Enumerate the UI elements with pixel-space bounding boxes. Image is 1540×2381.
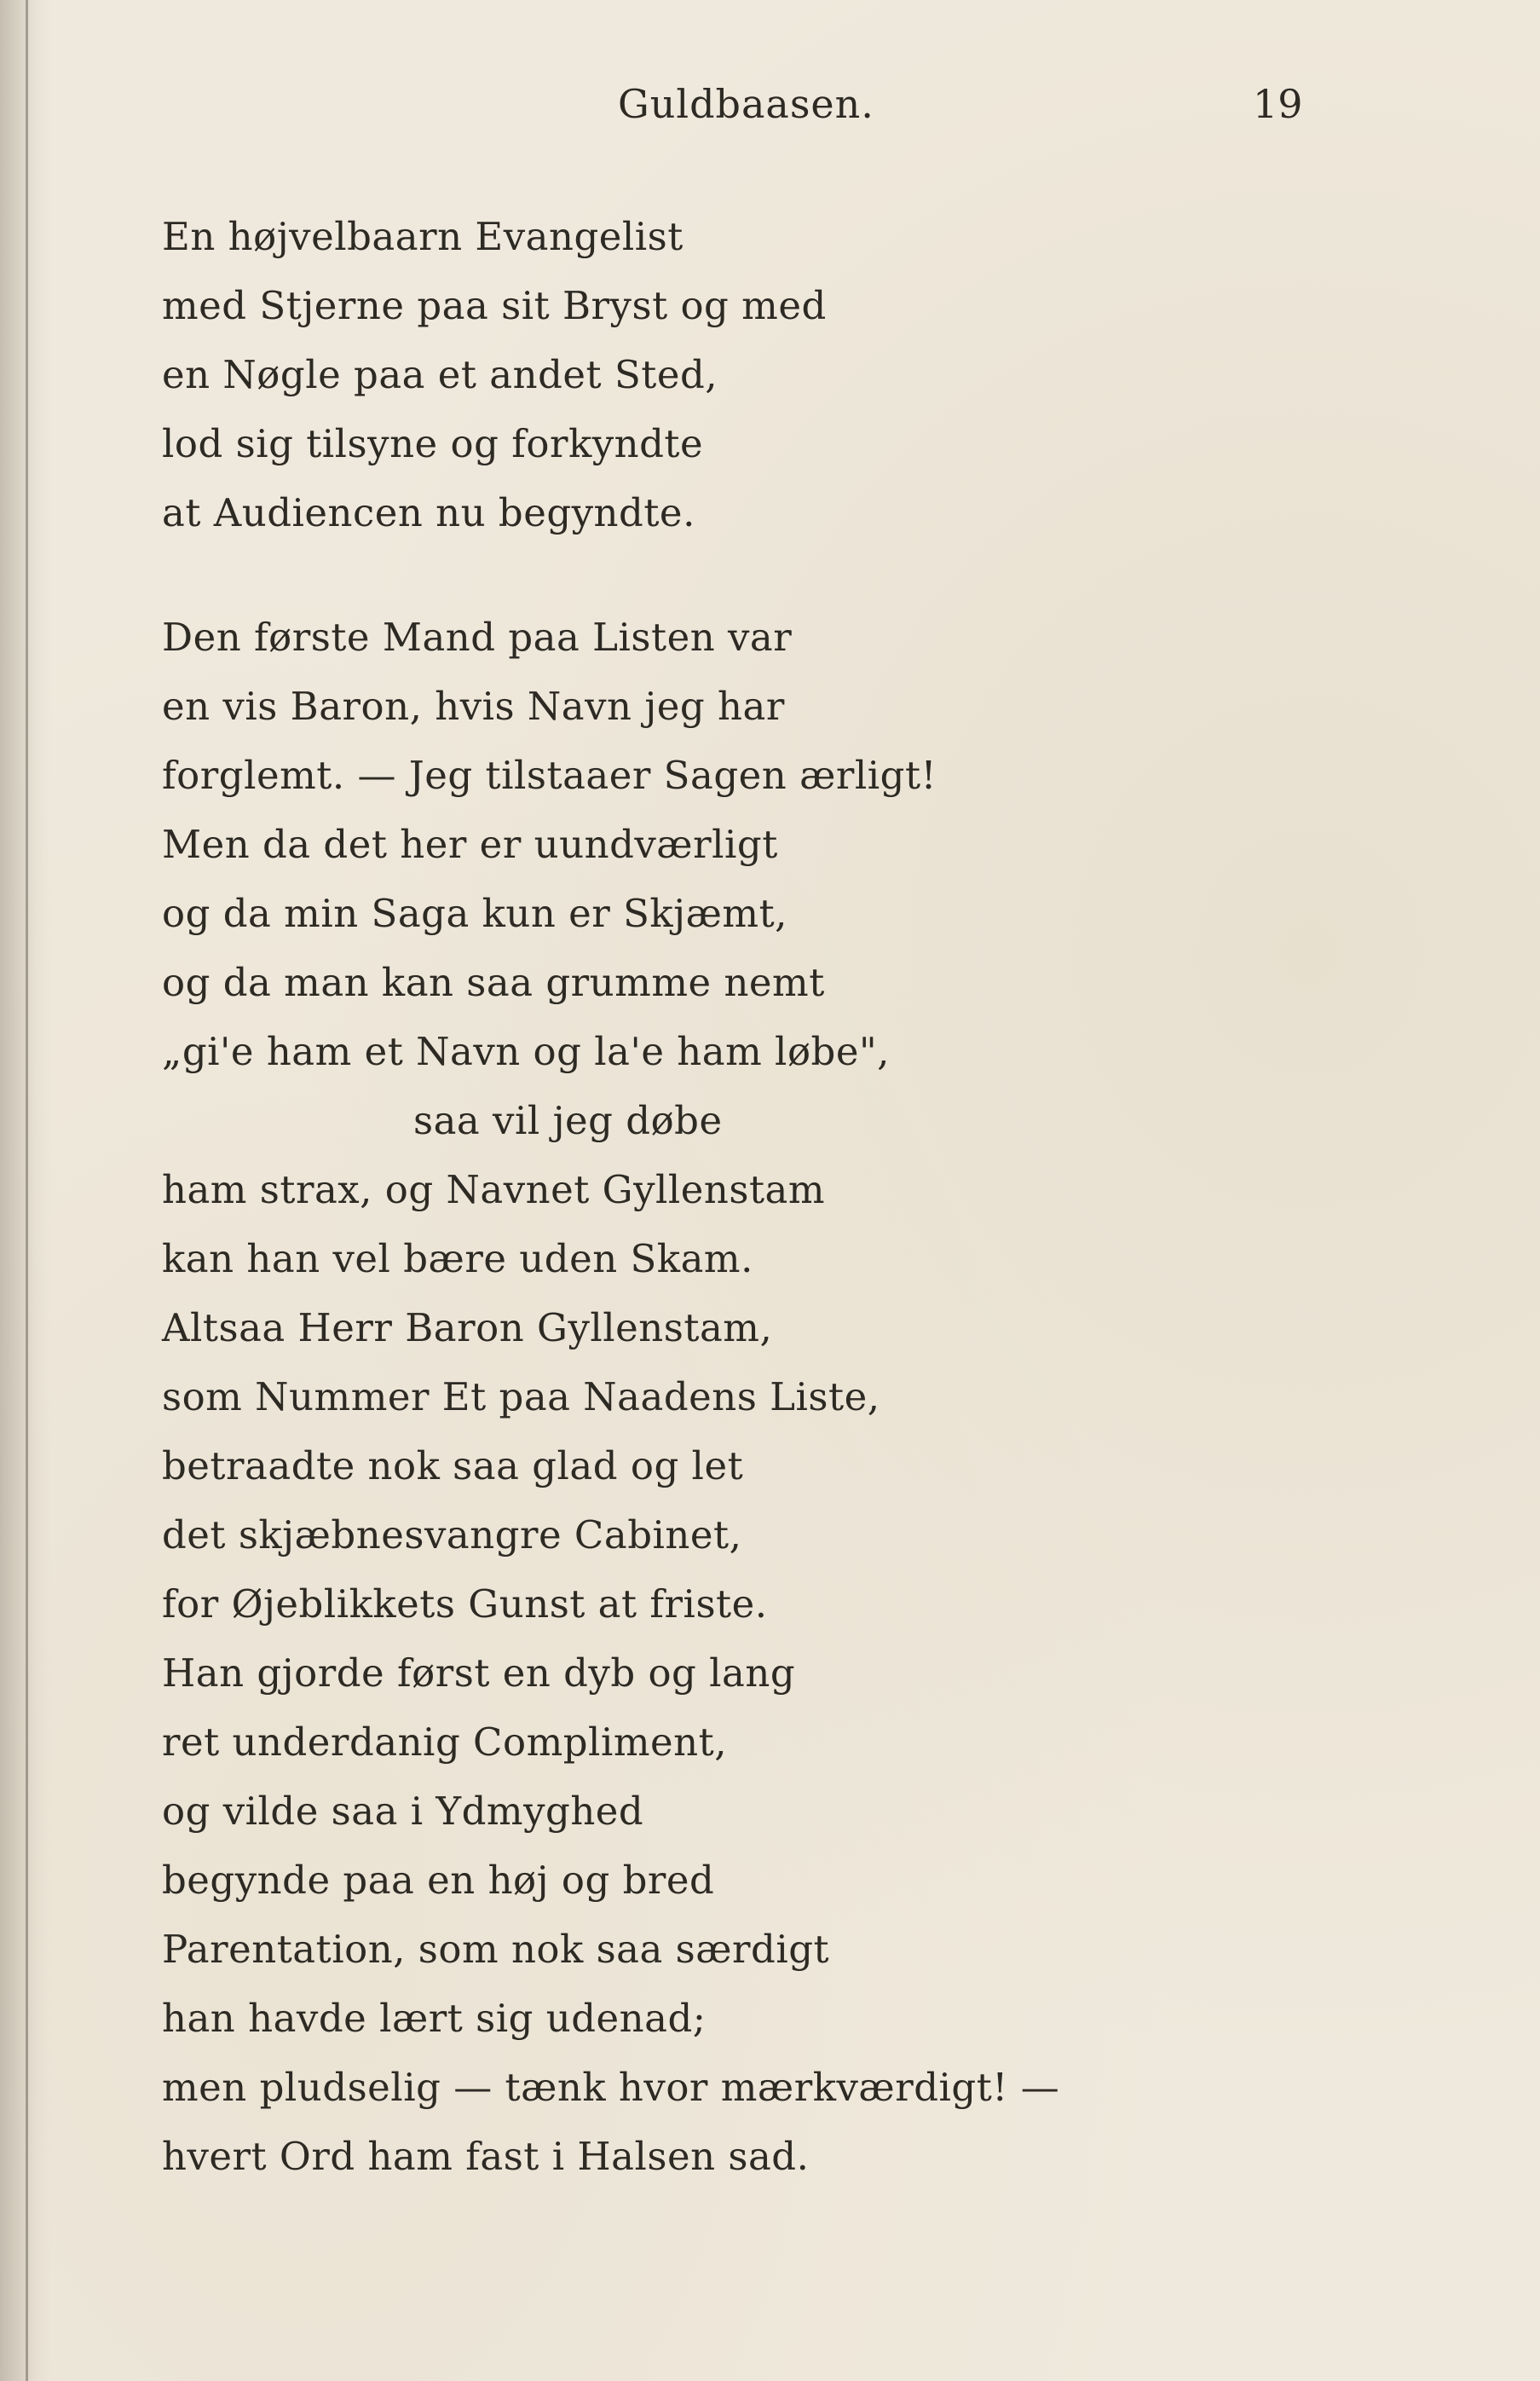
verse-line: En højvelbaarn Evangelist xyxy=(162,214,683,259)
verse-line: lod sig tilsyne og forkyndte xyxy=(162,421,704,466)
verse-line: ret underdanig Compliment, xyxy=(162,1719,728,1765)
verse-line: forglemt. — Jeg tilstaaer Sagen ærligt! xyxy=(162,753,937,798)
verse-line: ham strax, og Navnet Gyllenstam xyxy=(162,1167,826,1212)
verse-line: som Nummer Et paa Naadens Liste, xyxy=(162,1374,880,1419)
verse-line: Parentation, som nok saa særdigt xyxy=(162,1927,830,1972)
verse-line: Han gjorde først en dyb og lang xyxy=(162,1650,796,1696)
verse-line: Men da det her er uundværligt xyxy=(162,822,778,867)
verse-line: hvert Ord ham fast i Halsen sad. xyxy=(162,2134,810,2179)
verse-line: begynde paa en høj og bred xyxy=(162,1858,715,1903)
verse-line: og vilde saa i Ydmyghed xyxy=(162,1789,644,1834)
running-title: Guldbaasen. xyxy=(618,81,874,127)
verse-line: Den første Mand paa Listen var xyxy=(162,615,793,660)
verse-line: at Audiencen nu begyndte. xyxy=(162,490,695,535)
verse-line: betraadte nok saa glad og let xyxy=(162,1443,744,1488)
verse-line: for Øjeblikkets Gunst at friste. xyxy=(162,1581,768,1627)
verse-line: det skjæbnesvangre Cabinet, xyxy=(162,1512,742,1557)
verse-line: og da man kan saa grumme nemt xyxy=(162,960,825,1005)
verse-line: en vis Baron, hvis Navn jeg har xyxy=(162,684,785,729)
verse-line: med Stjerne paa sit Bryst og med xyxy=(162,283,827,328)
verse-line: og da min Saga kun er Skjæmt, xyxy=(162,891,787,936)
verse-line: kan han vel bære uden Skam. xyxy=(162,1236,753,1281)
verse-line: saa vil jeg døbe xyxy=(413,1098,723,1143)
verse-line: Altsaa Herr Baron Gyllenstam, xyxy=(162,1305,773,1350)
verse-line: men pludselig — tænk hvor mærkværdigt! — xyxy=(162,2065,1060,2110)
verse-line: han havde lært sig udenad; xyxy=(162,1996,707,2041)
verse-line: en Nøgle paa et andet Sted, xyxy=(162,352,718,397)
verse-line: „gi'e ham et Navn og la'e ham løbe", xyxy=(162,1029,890,1074)
page-number: 19 xyxy=(1253,81,1303,127)
